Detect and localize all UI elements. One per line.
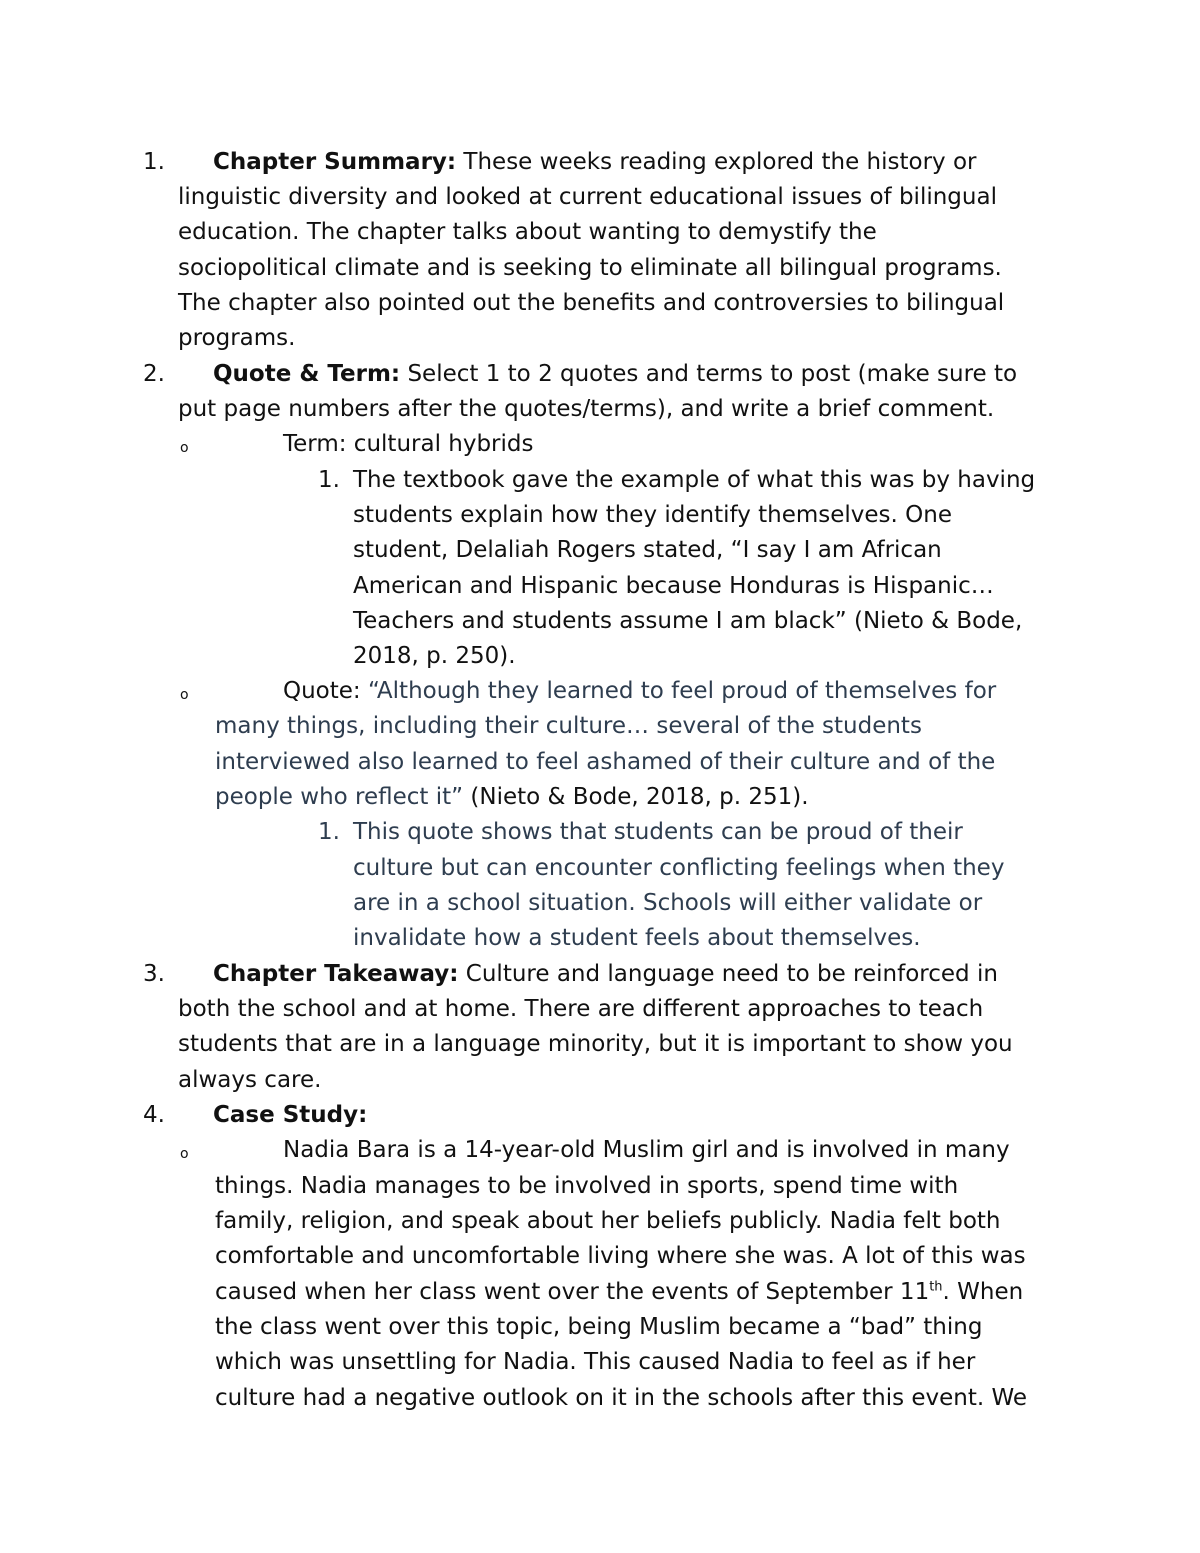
sub-list-line: students explain how they identify themselves. One (353, 502, 952, 528)
case-line: comfortable and uncomfortable living where she was. A lot of this was (215, 1243, 1026, 1269)
sub-list-line: student, Delaliah Rogers stated, “I say I am African (353, 537, 942, 563)
quote-line: interviewed also learned to feel ashamed of their culture and of the (215, 749, 996, 775)
bullet-icon: o (180, 687, 189, 703)
case-line: Nadia Bara is a 14-year-old Muslim girl and is involved in many (283, 1137, 1010, 1163)
list-item-line: Chapter Summary: These weeks reading explored the history or (213, 149, 977, 175)
sub-list-number: 1. (318, 819, 340, 845)
sub-list-number: 1. (318, 467, 340, 493)
list-item-line: linguistic diversity and looked at current educational issues of bilingual (178, 184, 997, 210)
section-heading: Chapter Takeaway: (213, 961, 459, 987)
case-line: things. Nadia manages to be involved in sports, spend time with (215, 1173, 959, 1199)
list-item-line: programs. (178, 325, 296, 351)
sub-list-line: culture but can encounter conflicting feelings when they (353, 855, 1005, 881)
quote-line: many things, including their culture… several of the students (215, 713, 922, 739)
sub-list-line: The textbook gave the example of what this was by having (353, 467, 1036, 493)
list-item-line: always care. (178, 1067, 322, 1093)
list-item-line (213, 1098, 367, 1133)
list-item-line: Quote & Term: Select 1 to 2 quotes and terms to post (make sure to (213, 361, 1018, 387)
list-item-line: students that are in a language minority, but it is important to show you (178, 1031, 1013, 1057)
case-line: culture had a negative outlook on it in the schools after this event. We (215, 1385, 1028, 1411)
list-number: 4. (143, 1102, 165, 1128)
bullet-icon: o (180, 440, 189, 456)
sub-list-line: 2018, p. 250). (353, 643, 516, 669)
sub-list-line: Teachers and students assume I am black” (Nieto & Bode, (353, 608, 1023, 634)
list-number: 2. (143, 361, 165, 387)
sub-list-line: This quote shows that students can be proud of their (353, 819, 963, 845)
list-number: 3. (143, 961, 165, 987)
sub-list-line: are in a school situation. Schools will either validate or (353, 890, 983, 916)
list-item-line: Chapter Takeaway: Culture and language need to be reinforced in (213, 961, 998, 987)
list-item-line: sociopolitical climate and is seeking to eliminate all bilingual programs. (178, 255, 1002, 281)
quote-line: Quote: “Although they learned to feel proud of themselves for (283, 678, 997, 704)
list-item-line: put page numbers after the quotes/terms), and write a brief comment. (178, 396, 995, 422)
sub-list-line: invalidate how a student feels about themselves. (353, 925, 921, 951)
case-line: which was unsettling for Nadia. This caused Nadia to feel as if her (215, 1349, 976, 1375)
case-line: the class went over this topic, being Muslim became a “bad” thing (215, 1314, 983, 1340)
quote-line: people who reflect it” (Nieto & Bode, 2018, p. 251). (215, 784, 809, 810)
list-item-line: The chapter also pointed out the benefits and controversies to bilingual (178, 290, 1005, 316)
term-line: Term: cultural hybrids (283, 431, 534, 457)
list-number: 1. (143, 149, 165, 175)
section-heading: Quote & Term: (213, 361, 401, 387)
case-line: caused when her class went over the events of September 11th. When (215, 1279, 1024, 1305)
list-item-line: education. The chapter talks about wanting to demystify the (178, 219, 877, 245)
sub-list-line: American and Hispanic because Honduras is Hispanic… (353, 573, 994, 599)
case-line: family, religion, and speak about her beliefs publicly. Nadia felt both (215, 1208, 1001, 1234)
section-heading: Chapter Summary: (213, 149, 457, 175)
bullet-icon: o (180, 1146, 189, 1162)
list-item-line: both the school and at home. There are different approaches to teach (178, 996, 984, 1022)
section-heading: Case Study: (213, 1102, 368, 1128)
